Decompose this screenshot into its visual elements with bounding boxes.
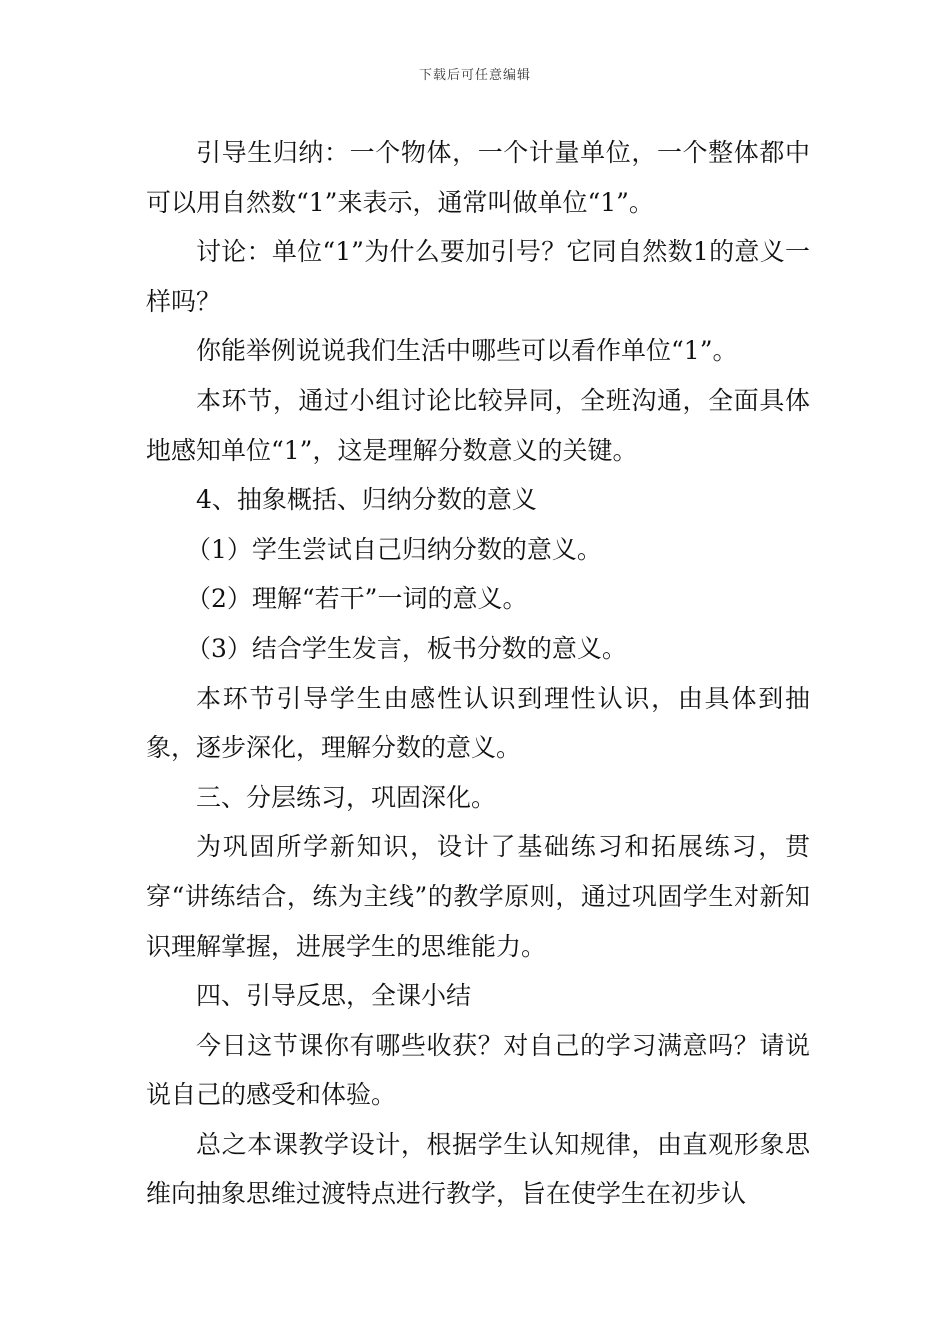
paragraph-3: 你能举例说说我们生活中哪些可以看作单位“1”。 xyxy=(196,336,738,366)
page-header: 下载后可任意编辑 xyxy=(418,68,531,83)
list-item-2: （2）理解“若干”一词的意义。 xyxy=(186,584,528,614)
paragraph-2: 讨论：单位“1”为什么要加引号？它同自然数1的意义一样吗？ xyxy=(146,237,810,316)
paragraph-6: 为巩固所学新知识，设计了基础练习和拓展练习，贯穿“讲练结合，练为主线”的教学原则，通过巩固学生对新知识理解掌握，进展学生的思维能力。 xyxy=(146,832,810,961)
section-heading-3: 三、分层练习，巩固深化。 xyxy=(196,782,497,812)
paragraph-5: 本环节引导学生由感性认识到理性认识，由具体到抽象，逐步深化，理解分数的意义。 xyxy=(146,683,810,763)
section-heading-4-summary: 四、引导反思，全课小结 xyxy=(196,981,472,1011)
list-item-3: （3）结合学生发言，板书分数的意义。 xyxy=(186,633,627,663)
paragraph-7: 今日这节课你有哪些收获？对自己的学习满意吗？请说说自己的感受和体验。 xyxy=(146,1030,810,1110)
paragraph-4: 本环节，通过小组讨论比较异同，全班沟通，全面具体地感知单位“1”，这是理解分数意义的关键。 xyxy=(146,385,810,465)
section-heading-4: 4、抽象概括、归纳分数的意义 xyxy=(196,485,537,515)
paragraph-1: 引导生归纳：一个物体，一个计量单位，一个整体都中可以用自然数“1”来表示，通常叫做单位“1”。 xyxy=(146,138,810,217)
list-item-1: （1）学生尝试自己归纳分数的意义。 xyxy=(186,534,602,564)
document-body xyxy=(146,128,810,1219)
paragraph-8: 总之本课教学设计，根据学生认知规律，由直观形象思维向抽象思维过渡特点进行教学，旨在使学生在初步认 xyxy=(146,1129,810,1209)
